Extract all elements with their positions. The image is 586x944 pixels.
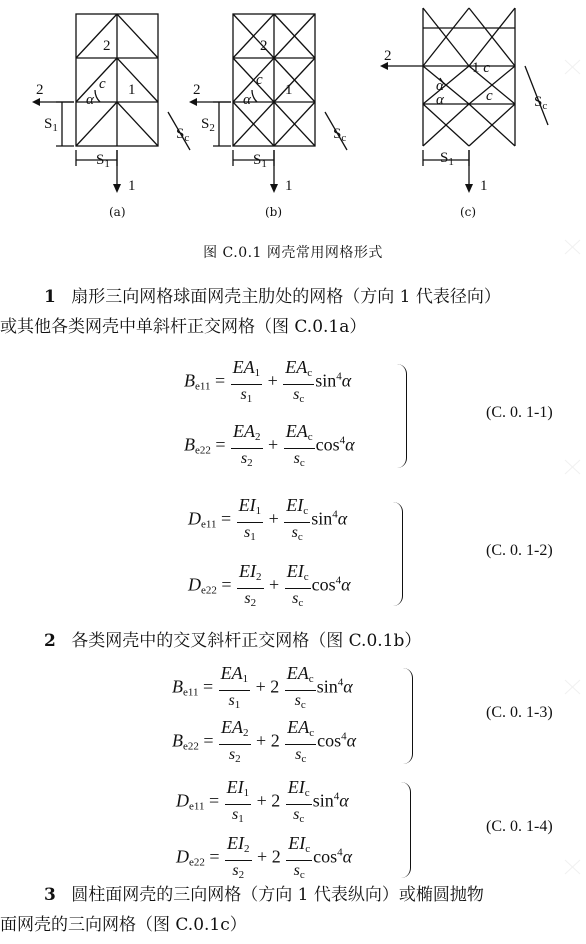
fig-b-label-dir2: 2 xyxy=(193,82,201,98)
section-1-number: 1 xyxy=(44,287,56,307)
fig-b-label-dir1: 1 xyxy=(285,178,293,194)
section-3-text-2: 面网壳的三向网格（图 C.0.1c） xyxy=(0,915,247,935)
subfig-b-label: (b) xyxy=(265,205,283,219)
equation-de22: De22 = $\frac{EI2}{s2}$ + $\frac{\text{EIc}}{sc}$ $\cos^4\alpha$ xyxy=(188,561,351,609)
section-2-text: 各类网壳中的交叉斜杆正交网格（图 C.0.1b） xyxy=(71,631,422,651)
fig-a-label-2: 2 xyxy=(103,38,111,54)
figure-c-grid xyxy=(423,8,515,146)
brace-4 xyxy=(398,782,411,878)
equation-number-1: (C. 0. 1-1) xyxy=(486,404,553,421)
watermark xyxy=(560,40,586,920)
equation-be22-b: Be22 = $\frac{EA2}{s2}$ + 2 $\frac{\text{EAc}}{sc}$ $\cos^4\alpha$ xyxy=(172,717,357,765)
fig-a-s1: $S_1$ xyxy=(96,152,110,170)
section-1-text-2: 或其他各类网壳中单斜杆正交网格（图 C.0.1a） xyxy=(0,317,367,337)
figure-caption: 图 C.0.1 网壳常用网格形式 xyxy=(203,245,383,261)
section-1-line-1 xyxy=(0,282,586,312)
fig-c-label-c: c xyxy=(486,88,493,104)
fig-a-label-1: 1 xyxy=(128,82,136,98)
section-1-text-1: 扇形三向网格球面网壳主肋处的网格（方向 1 代表径向） xyxy=(71,287,501,307)
equation-be11: Be11 = $\frac{EA1}{s1}$ + $\frac{\text{EAc}}{sc}$ $\sin^4\alpha$ xyxy=(184,357,352,405)
section-3-number: 3 xyxy=(44,885,56,905)
equation-be22: Be22 = $\frac{EA2}{s2}$ + $\frac{\text{EAc}}{sc}$ $\cos^4\alpha$ xyxy=(184,421,355,469)
section-3-line-1 xyxy=(0,880,586,910)
fig-b-s1: $S_1$ xyxy=(253,152,267,170)
fig-c-s1: $S_1$ xyxy=(440,150,454,168)
equation-number-4: (C. 0. 1-4) xyxy=(486,818,553,835)
equation-be11-b: Be11 = $\frac{EA1}{s1}$ + 2 $\frac{\text{EAc}}{sc}$ $\sin^4\alpha$ xyxy=(172,663,353,711)
brace-3 xyxy=(400,668,413,764)
figure-a-grid xyxy=(76,14,158,146)
equation-de11: De11 = $\frac{EI1}{s1}$ + $\frac{\text{EIc}}{sc}$ $\sin^4\alpha$ xyxy=(188,495,348,543)
equation-de22-b: De22 = $\frac{EI2}{s2}$ + 2 $\frac{\text{EIc}}{sc}$ $\cos^4\alpha$ xyxy=(176,833,353,881)
grid-figures xyxy=(0,0,586,230)
fig-c-label-alpha2: α xyxy=(436,92,444,108)
fig-b-label-2: 2 xyxy=(260,38,268,54)
fig-b-label-alpha: α xyxy=(243,92,251,108)
equation-number-3: (C. 0. 1-3) xyxy=(486,704,553,721)
section-1-line-2 xyxy=(0,312,586,342)
fig-a-label-dir2: 2 xyxy=(36,82,44,98)
section-3-text-1: 圆柱面网壳的三向网格（方向 1 代表纵向）或椭圆抛物 xyxy=(71,885,484,905)
fig-b-label-1: 1 xyxy=(285,82,293,98)
brace-2 xyxy=(390,502,403,606)
fig-c-label-dir1: 1 xyxy=(480,178,488,194)
fig-c-label-alpha1: α xyxy=(436,78,444,94)
fig-b-label-c: c xyxy=(256,72,263,88)
fig-a-label-alpha: α xyxy=(86,92,94,108)
equation-number-2: (C. 0. 1-2) xyxy=(486,542,553,559)
fig-c-label-1c: 1 c xyxy=(472,60,490,76)
section-2-number: 2 xyxy=(44,631,56,651)
fig-b-s2: $S_2$ xyxy=(201,116,215,134)
fig-a-s2: $S_1$ xyxy=(44,116,58,134)
fig-a-sc: $S_c$ xyxy=(176,126,190,144)
fig-b-sc: $S_c$ xyxy=(333,126,347,144)
fig-a-label-dir1: 1 xyxy=(128,178,136,194)
figure-b-grid xyxy=(233,14,315,146)
fig-c-sc: $S_c$ xyxy=(534,94,548,112)
section-3-line-2 xyxy=(0,910,586,940)
subfig-c-label: (c) xyxy=(460,205,477,219)
fig-c-label-dir2: 2 xyxy=(384,48,392,64)
equation-de11-b: De11 = $\frac{EI1}{s1}$ + 2 $\frac{\text{EIc}}{sc}$ $\sin^4\alpha$ xyxy=(176,777,349,825)
fig-a-label-c: c xyxy=(99,76,106,92)
section-2-line xyxy=(0,626,586,656)
subfig-a-label: (a) xyxy=(109,205,126,219)
brace-1 xyxy=(394,364,407,468)
